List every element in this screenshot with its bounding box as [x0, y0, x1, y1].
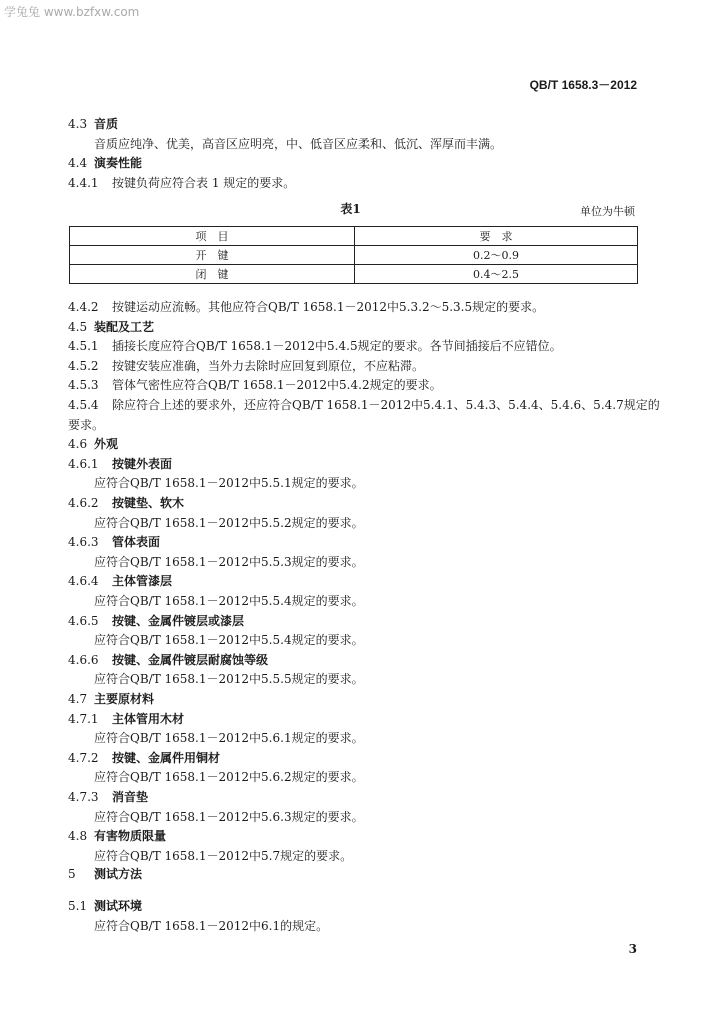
row-item: 闭 键: [70, 265, 355, 284]
line-text: 管体气密性应符合QB/T 1658.1－2012中5.4.2规定的要求。: [112, 378, 442, 393]
section-number: 4.6.5: [68, 613, 99, 628]
header-item: 项 目: [70, 227, 355, 246]
section-number: 5: [68, 867, 76, 881]
line-text: 按键运动应流畅。其他应符合QB/T 1658.1－2012中5.3.2～5.3.5规定的要求。: [112, 300, 545, 314]
paragraph-line: [94, 136, 502, 152]
section-number: 4.6.2: [68, 496, 99, 510]
section-number: 4.7.1: [68, 711, 99, 726]
section-heading: [68, 338, 562, 354]
section-heading: [68, 299, 544, 315]
table-header-row: [70, 227, 638, 246]
table-title: 表1: [340, 202, 361, 216]
section-number: 4.4.2: [68, 300, 99, 314]
line-text: 按键外表面: [112, 456, 173, 471]
line-text: 应符合QB/T 1658.1－2012中5.5.5规定的要求。: [94, 672, 364, 687]
watermark: 学兔兔 www.bzfxw.com: [4, 5, 140, 19]
section-number: 4.5.2: [68, 358, 99, 373]
line-text: 应符合QB/T 1658.1－2012中5.5.2规定的要求。: [94, 515, 364, 530]
line-text: 应符合QB/T 1658.1－2012中6.1的规定。: [94, 919, 329, 933]
line-text: 应符合QB/T 1658.1－2012中5.6.1规定的要求。: [94, 731, 364, 746]
line-text: 要求。: [68, 417, 105, 432]
section-number: 4.6.3: [68, 535, 99, 550]
section-heading: [68, 573, 172, 589]
section-heading: [68, 711, 184, 727]
section-number: 4.6.4: [68, 574, 99, 589]
section-number: 4.6: [68, 437, 88, 452]
section-number: 4.4.1: [68, 175, 99, 190]
section-heading: [68, 652, 268, 668]
section-number: 5.1: [68, 899, 88, 913]
section-number: 4.7.2: [68, 750, 99, 765]
line-text: 应符合QB/T 1658.1－2012中5.5.4规定的要求。: [94, 633, 364, 648]
section-heading: [68, 116, 118, 132]
line-text: 应符合QB/T 1658.1－2012中5.5.3规定的要求。: [94, 554, 364, 569]
section-number: 4.5.4: [68, 398, 99, 412]
line-text: 插接长度应符合QB/T 1658.1－2012中5.4.5规定的要求。各节间插接后不应错位。: [112, 339, 562, 354]
section-heading: [68, 534, 160, 550]
line-text: 应符合QB/T 1658.1－2012中5.5.4规定的要求。: [94, 594, 364, 608]
standard-code: QB/T 1658.3－2012: [529, 78, 637, 92]
line-text: 测试方法: [94, 867, 143, 881]
header-requirement: 要 求: [355, 227, 638, 246]
paragraph-line: [94, 475, 364, 491]
line-text: 管体表面: [112, 535, 161, 550]
section-number: 4.6.6: [68, 652, 99, 667]
line-text: 按键垫、软木: [112, 496, 185, 510]
line-text: 主体管漆层: [112, 574, 173, 589]
section-number: 4.7: [68, 692, 88, 706]
line-text: 应符合QB/T 1658.1－2012中5.6.2规定的要求。: [94, 770, 364, 785]
line-text: 应符合QB/T 1658.1－2012中5.7规定的要求。: [94, 848, 353, 863]
paragraph-line: [94, 730, 364, 746]
section-heading: [68, 377, 442, 393]
paragraph-line: [94, 554, 364, 570]
section-heading: [68, 175, 295, 191]
paragraph-line: [94, 671, 364, 687]
line-text: 消音垫: [112, 790, 149, 804]
section-heading: [68, 495, 184, 511]
line-text: 应符合QB/T 1658.1－2012中5.6.3规定的要求。: [94, 809, 364, 824]
section-heading: [68, 319, 154, 335]
paragraph-line: [94, 769, 364, 785]
line-text: 测试环境: [94, 899, 143, 913]
line-text: 主体管用木材: [112, 711, 185, 726]
paragraph-line: [94, 515, 364, 531]
section-heading: [68, 866, 142, 882]
section-number: 4.4: [68, 156, 88, 170]
section-heading: [68, 436, 118, 452]
page-number: 3: [628, 942, 637, 956]
section-heading: [68, 750, 220, 766]
paragraph-line: [94, 632, 364, 648]
section-heading: [68, 691, 154, 707]
section-number: 4.7.3: [68, 790, 99, 804]
line-text: 按键、金属件镀层或漆层: [112, 613, 245, 628]
line-text: 除应符合上述的要求外，还应符合QB/T 1658.1－2012中5.4.1、5.4.3、5.4.4、5.4.6、5.4.7规定的: [112, 398, 660, 412]
row-value: 0.2～0.9: [355, 246, 638, 265]
paragraph-line: [68, 417, 104, 433]
requirements-table: [69, 226, 638, 284]
paragraph-line: [94, 593, 364, 609]
section-number: 4.3: [68, 117, 88, 131]
line-text: 外观: [94, 437, 119, 452]
line-text: 按键、金属件用铜材: [112, 750, 221, 765]
section-number: 4.5: [68, 319, 88, 334]
line-text: 按键负荷应符合表 1 规定的要求。: [112, 175, 296, 190]
line-text: 音质应纯净、优美，高音区应明亮，中、低音区应柔和、低沉、浑厚而丰满。: [94, 136, 503, 151]
table-row: [70, 246, 638, 265]
section-heading: [68, 828, 166, 844]
section-heading: [68, 613, 244, 629]
section-heading: [68, 397, 660, 413]
line-text: 按键、金属件镀层耐腐蚀等级: [112, 652, 269, 667]
line-text: 应符合QB/T 1658.1－2012中5.5.1规定的要求。: [94, 476, 364, 491]
paragraph-line: [94, 918, 328, 934]
section-number: 4.6.1: [68, 456, 99, 471]
line-text: 按键安装应准确，当外力去除时应回复到原位，不应粘滞。: [112, 358, 425, 373]
table-unit: 单位为牛顿: [580, 205, 635, 218]
line-text: 装配及工艺: [94, 319, 155, 334]
line-text: 音质: [94, 117, 119, 131]
paragraph-line: [94, 809, 364, 825]
section-heading: [68, 456, 172, 472]
section-heading: [68, 898, 142, 914]
paragraph-line: [94, 848, 352, 864]
line-text: 主要原材料: [94, 692, 155, 706]
row-value: 0.4～2.5: [355, 265, 638, 284]
section-heading: [68, 358, 424, 374]
section-heading: [68, 155, 142, 171]
line-text: 有害物质限量: [94, 829, 167, 844]
section-number: 4.8: [68, 829, 88, 844]
line-text: 演奏性能: [94, 156, 143, 170]
section-heading: [68, 789, 148, 805]
section-number: 4.5.1: [68, 339, 99, 354]
table-row: [70, 265, 638, 284]
section-number: 4.5.3: [68, 378, 99, 393]
row-item: 开 键: [70, 246, 355, 265]
